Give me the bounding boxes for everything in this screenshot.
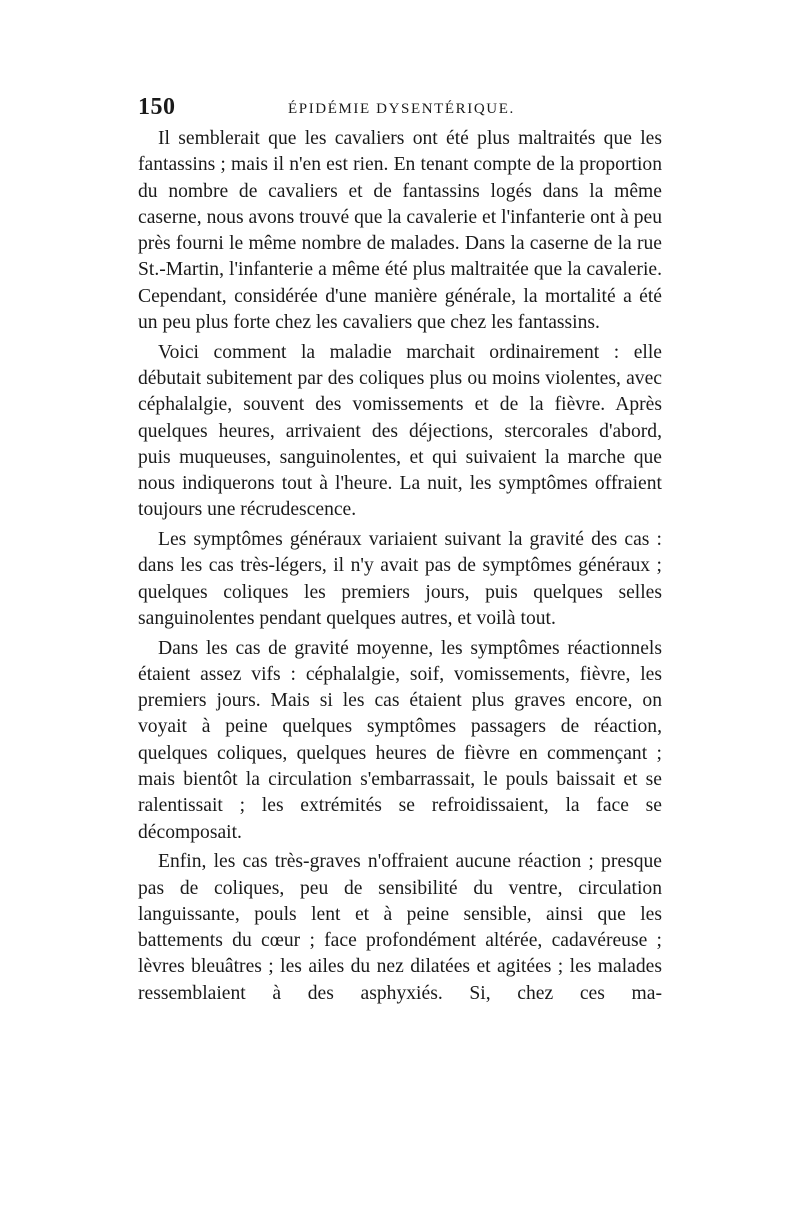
body-text — [138, 126, 662, 1007]
running-title: ÉPIDÉMIE DYSENTÉRIQUE. — [288, 101, 515, 117]
book-page — [138, 92, 662, 1007]
page-header — [138, 92, 662, 126]
paragraph-severe-cases: Enfin, les cas très-graves n'offraient aucune réaction ; presque pas de coliques, peu de sensibilité du ventre, circulation languissante, pouls lent et à peine sensible, ainsi que les battements du cœur ; face profondément altérée, cadavéreuse ; lèvres bleuâtres ; les ailes du nez dilatées et agitées ; les malades ressemblaient à des asphyxiés. Si, chez ces ma- — [138, 851, 662, 1004]
paragraph-general-symptoms: Les symptômes généraux variaient suivant la gravité des cas : dans les cas très-légers, il n'y avait pas de symptômes généraux ; quelques coliques les premiers jours, puis quelques selles sanguinolentes pendant quelques autres, et voilà tout. — [138, 529, 662, 629]
paragraph-moderate-cases: Dans les cas de gravité moyenne, les symptômes réactionnels étaient assez vifs : céphalalgie, soif, vomissements, fièvre, les premiers jours. Mais si les cas étaient plus graves encore, on voyait à peine quelques symptômes passagers de réaction, quelques coliques, quelques heures de fièvre en commençant ; mais bientôt la circulation s'embarrassait, le pouls baissait et se ralentissait ; les extrémités se refroidissaient, la face se décomposait. — [138, 637, 662, 843]
page-number: 150 — [138, 94, 176, 120]
paragraph-disease-course: Voici comment la maladie marchait ordinairement : elle débutait subitement par des coliques plus ou moins violentes, avec céphalalgie, souvent des vomissements et de la fièvre. Après quelques heures, arrivaient des déjections, stercorales d'abord, puis muqueuses, sanguinolentes, et qui suivaient la marche que nous indiquerons tout à l'heure. La nuit, les symptômes offraient toujours une récrudescence. — [138, 341, 662, 521]
paragraph-cavaliers: Il semblerait que les cavaliers ont été plus maltraités que les fantassins ; mais il n'en est rien. En tenant compte de la proportion du nombre de cavaliers et de fantassins logés dans la même caserne, nous avons trouvé que la cavalerie et l'infanterie ont à peu près fourni le même nombre de malades. Dans la caserne de la rue St.-Martin, l'infanterie a même été plus maltraitée que la cavalerie. Cependant, considérée d'une manière générale, la mortalité a été un peu plus forte chez les cavaliers que chez les fantassins. — [138, 128, 662, 334]
